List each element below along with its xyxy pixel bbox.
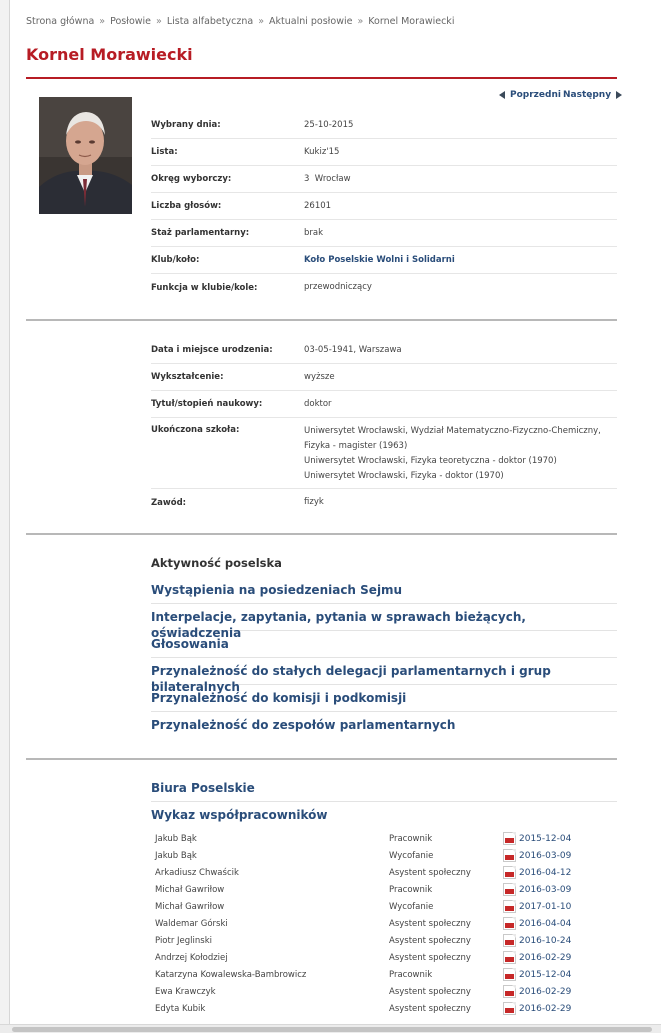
bio-info [151,337,617,516]
office-links [151,775,617,829]
activity-links [151,577,617,739]
mp-photo [39,97,132,214]
pdf-icon [503,934,516,947]
left-sidebar-edge [0,0,10,1033]
info-row: Wybrany dnia: 25-10-2015 [151,112,617,139]
staff-list-link[interactable]: Wykaz współpracowników [151,808,328,822]
pdf-icon [503,849,516,862]
pdf-link[interactable]: 2016-03-09 [503,849,571,862]
breadcrumb-current-mps[interactable]: Aktualni posłowie [269,16,353,27]
pdf-icon [503,917,516,930]
pdf-icon [503,900,516,913]
table-row: Edyta Kubik Asystent społeczny 2016-02-29 [155,1003,572,1014]
pdf-icon [503,951,516,964]
info-row: Funkcja w klubie/kole: przewodniczący [151,282,372,293]
bio-row: Zawód: fizyk [151,497,324,508]
pdf-link[interactable]: 2016-10-24 [503,934,571,947]
staff-table [155,830,617,1017]
table-row: Michał Gawriłow Pracownik 2016-03-09 [155,884,572,895]
breadcrumb-current: Kornel Morawiecki [368,16,455,27]
section-divider [26,758,617,760]
page-title: Kornel Morawiecki [26,45,193,64]
horizontal-scrollbar[interactable] [0,1024,661,1033]
table-row: Andrzej Kołodziej Asystent społeczny 2016-02-29 [155,952,572,963]
title-divider [26,77,617,79]
activity-link-speeches[interactable]: Wystąpienia na posiedzeniach Sejmu [151,577,617,604]
arrow-left-icon [499,91,505,99]
activity-link-votes[interactable]: Głosowania [151,631,617,658]
bio-row: Wykształcenie: wyższe [151,364,617,391]
club-link[interactable]: Koło Poselskie Wolni i Solidarni [304,254,455,265]
info-row: Staż parlamentarny: brak [151,220,617,247]
breadcrumb-home[interactable]: Strona główna [26,16,95,27]
table-row: Waldemar Górski Asystent społeczny 2016-04-04 [155,918,572,929]
activity-link-delegations[interactable]: Przynależność do stałych delegacji parlamentarnych i grup bilateralnych [151,658,617,685]
info-row: Lista: Kukiz'15 [151,139,617,166]
page-content [10,0,661,1033]
scrollbar-thumb[interactable] [12,1027,652,1032]
table-row: Jakub Bąk Pracownik 2015-12-04 [155,833,572,844]
info-row: Klub/koło: Koło Poselskie Wolni i Solidarni [151,247,617,274]
table-row: Ewa Krawczyk Asystent społeczny 2016-02-29 [155,986,572,997]
activity-heading: Aktywność poselska [151,556,282,570]
breadcrumb-alphabetical[interactable]: Lista alfabetyczna [166,16,254,27]
next-link[interactable]: Następny [563,90,622,100]
pdf-link[interactable]: 2017-01-10 [503,900,571,913]
election-info [151,112,617,301]
pdf-icon [503,832,516,845]
pdf-link[interactable]: 2016-02-29 [503,985,571,998]
arrow-right-icon [616,91,622,99]
activity-link-committees[interactable]: Przynależność do komisji i podkomisji [151,685,617,712]
pdf-link[interactable]: 2016-04-04 [503,917,571,930]
section-divider [26,533,617,535]
info-row: Liczba głosów: 26101 [151,193,617,220]
pdf-icon [503,968,516,981]
breadcrumb: Strona główna » Posłowie » Lista alfabetyczna » Aktualni posłowie » Kornel Morawiecki [26,16,455,27]
section-divider [26,319,617,321]
pdf-icon [503,866,516,879]
prev-link[interactable]: Poprzedni [499,90,561,100]
activity-link-teams[interactable]: Przynależność do zespołów parlamentarnych [151,718,456,732]
bio-row: Tytuł/stopień naukowy: doktor [151,391,617,418]
pdf-link[interactable]: 2016-04-12 [503,866,571,879]
pdf-link[interactable]: 2015-12-04 [503,832,571,845]
table-row: Arkadiusz Chwaścik Asystent społeczny 2016-04-12 [155,867,572,878]
table-row: Piotr Jeglinski Asystent społeczny 2016-10-24 [155,935,572,946]
table-row: Michał Gawriłow Wycofanie 2017-01-10 [155,901,572,912]
pdf-icon [503,1002,516,1015]
info-row: Okręg wyborczy: 3 Wrocław [151,166,617,193]
pdf-link[interactable]: 2016-02-29 [503,951,571,964]
offices-link[interactable]: Biura Poselskie [151,775,617,802]
pdf-icon [503,985,516,998]
table-row: Katarzyna Kowalewska-Bambrowicz Pracownik 2015-12-04 [155,969,572,980]
table-row: Jakub Bąk Wycofanie 2016-03-09 [155,850,572,861]
pdf-link[interactable]: 2016-03-09 [503,883,571,896]
bio-row: Data i miejsce urodzenia: 03-05-1941, Warszawa [151,337,617,364]
pdf-link[interactable]: 2015-12-04 [503,968,571,981]
breadcrumb-poslowie[interactable]: Posłowie [110,16,152,27]
pdf-link[interactable]: 2016-02-29 [503,1002,571,1015]
pdf-icon [503,883,516,896]
activity-link-interpellations[interactable]: Interpelacje, zapytania, pytania w sprawach bieżących, oświadczenia [151,604,617,631]
bio-row: Ukończona szkoła: Uniwersytet Wrocławski, Wydział Matematyczno-Fizyczno-Chemiczny, Fizyka - magister (1963) Uniwersytet Wrocławski, Fizyka teoretyczna - doktor (1970) Uniwersytet Wrocławski, Fizyka - doktor (1970) [151,418,617,489]
